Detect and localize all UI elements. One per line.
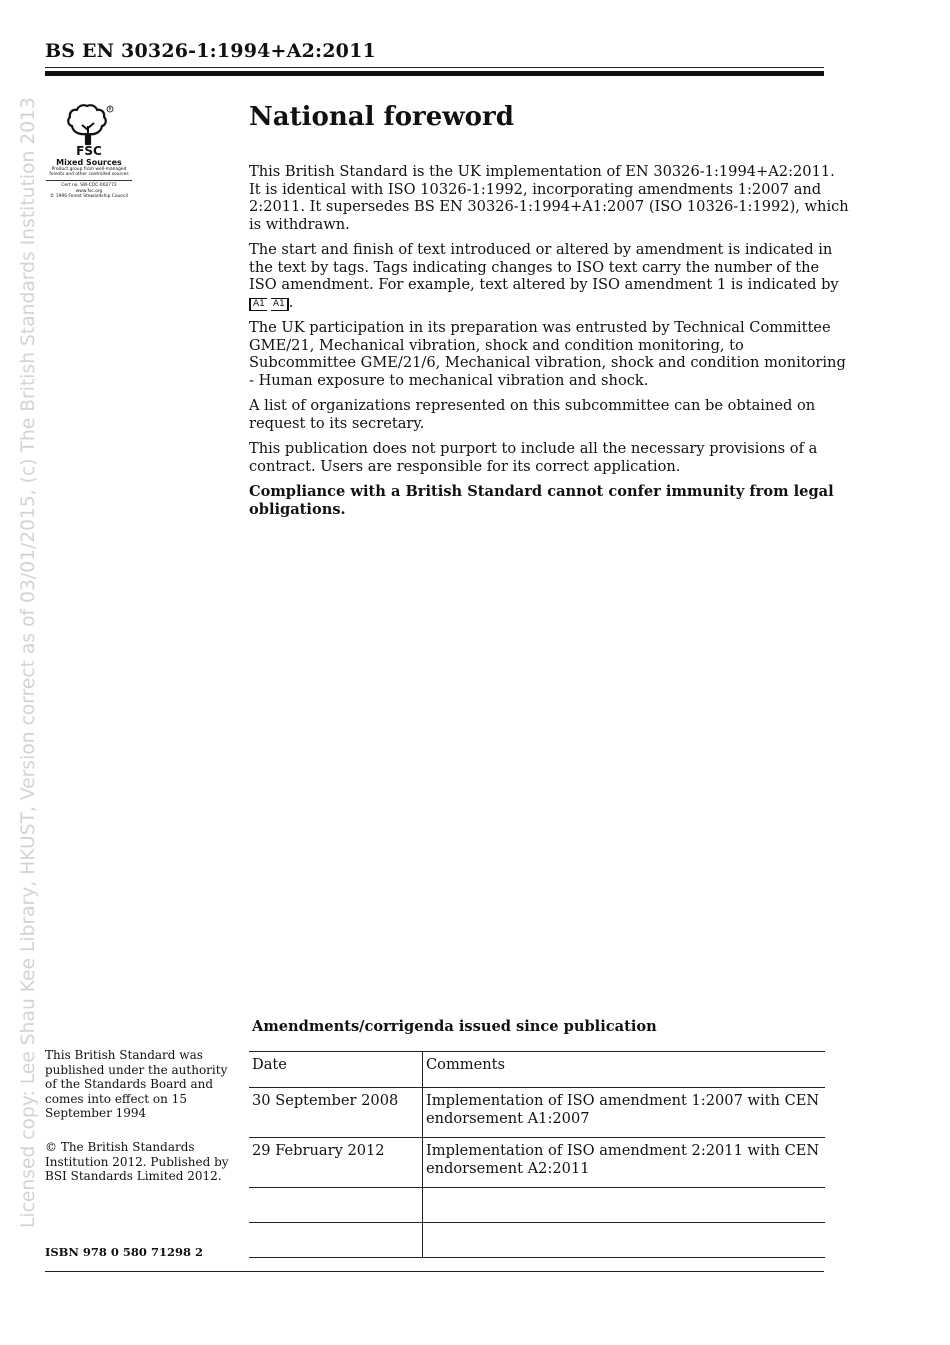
amendments-heading: Amendments/corrigenda issued since publication <box>252 1018 657 1035</box>
header-rule-thick <box>45 71 824 76</box>
amendment-comments <box>423 1188 826 1223</box>
fsc-cert-number: Cert no. SW-COC-002772 <box>61 183 117 189</box>
foreword-paragraph-1: This British Standard is the UK implementation of EN 30326-1:1994+A2:2011. It is identical with ISO 10326-1:1992, incorporating amendments 1:2007 and 2:2011. It supersedes BS EN 30326-1:1994+A1:2007 (ISO 10326-1:1992), which is withdrawn. <box>249 163 849 233</box>
amendment-open-tag-icon: A1 <box>249 298 267 311</box>
fsc-tree-icon <box>63 104 115 146</box>
table-row <box>249 1223 825 1258</box>
fsc-logo <box>45 104 133 199</box>
amendments-header-row <box>249 1052 825 1088</box>
foreword-paragraph-2-end: . <box>288 293 294 311</box>
column-header-comments: Comments <box>423 1052 826 1088</box>
header-rule-thin <box>45 67 824 68</box>
table-row <box>249 1138 825 1188</box>
isbn-number: ISBN 978 0 580 71298 2 <box>45 1245 203 1259</box>
table-row <box>249 1088 825 1138</box>
foreword-body <box>249 163 849 526</box>
column-header-date: Date <box>249 1052 423 1088</box>
document-code: BS EN 30326-1:1994+A2:2011 <box>45 40 376 62</box>
amendment-comments: Implementation of ISO amendment 2:2011 with CEN endorsement A2:2011 <box>423 1138 826 1188</box>
page-title: National foreword <box>249 102 514 132</box>
amendment-comments <box>423 1223 826 1258</box>
foreword-paragraph-3: The UK participation in its preparation was entrusted by Technical Committee GME/21, Mechanical vibration, shock and condition monitoring, to Subcommittee GME/21/6, Mechanical vibration, shock and condition monitoring - Human exposure to mechanical vibration and shock. <box>249 319 846 389</box>
amendment-comments: Implementation of ISO amendment 1:2007 with CEN endorsement A1:2007 <box>423 1088 826 1138</box>
compliance-notice: Compliance with a British Standard cannot confer immunity from legal obligations. <box>249 483 834 518</box>
license-watermark: Licensed copy: Lee Shau Kee Library, HKUST, Version correct as of 03/01/2015, (c) The British Standards Institution 2013 <box>18 97 39 1228</box>
fsc-brand: FSC <box>76 144 102 158</box>
amendment-date: 30 September 2008 <box>249 1088 423 1138</box>
footer-rule <box>45 1271 824 1272</box>
foreword-paragraph-2-text: The start and finish of text introduced or altered by amendment is indicated in the text by tags. Tags indicating changes to ISO text carry the number of the ISO amendment. For example, text altered by ISO amendment 1 is indicated by <box>249 241 839 293</box>
fsc-divider <box>46 180 132 181</box>
fsc-desc-line-1: Product group from well-managed <box>51 167 127 172</box>
amendments-table <box>249 1051 825 1258</box>
publication-authority: This British Standard was published under the authority of the Standards Board and comes into effect on 15 September 1994 <box>45 1048 228 1120</box>
svg-text:R: R <box>108 106 112 112</box>
foreword-paragraph-5: This publication does not purport to include all the necessary provisions of a contract. Users are responsible for its correct application. <box>249 440 818 475</box>
amendment-close-tag-icon: A1 <box>271 298 289 311</box>
fsc-copyright: © 1996 Forest Stewardship Council <box>50 193 128 199</box>
foreword-paragraph-4: A list of organizations represented on this subcommittee can be obtained on request to its secretary. <box>249 397 816 432</box>
amendment-date: 29 February 2012 <box>249 1138 423 1188</box>
amendment-date <box>249 1223 423 1258</box>
foreword-paragraph-2 <box>249 241 849 311</box>
fsc-mixed-sources: Mixed Sources <box>56 158 122 167</box>
fsc-url: www.fsc.org <box>75 188 103 194</box>
copyright-notice: © The British Standards Institution 2012. Published by BSI Standards Limited 2012. <box>45 1140 229 1183</box>
fsc-desc-line-2: forests and other controlled sources <box>49 172 129 178</box>
table-row <box>249 1188 825 1223</box>
amendment-date <box>249 1188 423 1223</box>
